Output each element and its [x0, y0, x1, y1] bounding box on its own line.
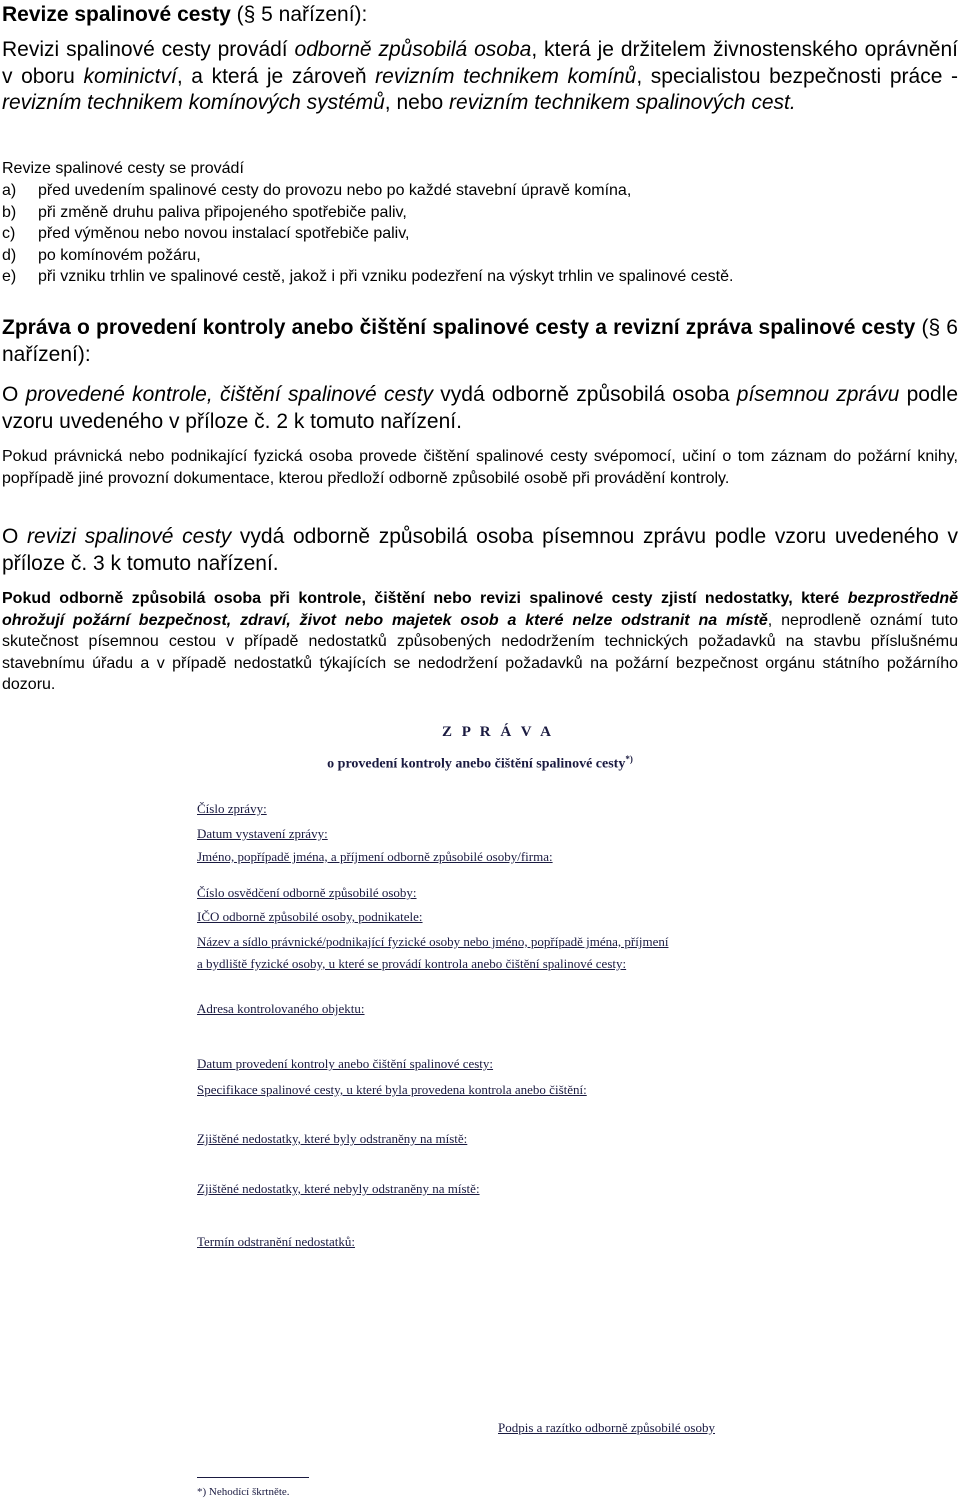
form-field-label: a bydliště fyzické osoby, u které se provádí kontrola anebo čištění spalinové cesty:	[197, 956, 627, 971]
list-marker: a)	[2, 182, 17, 199]
list-item-text: při vzniku trhlin ve spalinové cestě, jakož i při vzniku podezření na výskyt trhlin ve spalinové cestě.	[38, 268, 734, 285]
form-field-label: Termín odstranění nedostatků:	[197, 1234, 355, 1249]
nedostatky-paragraph	[2, 588, 958, 696]
list-item	[2, 245, 958, 267]
form-field-label: Číslo osvědčení odborně způsobilé osoby:	[197, 885, 417, 900]
revize-conditions-list	[2, 180, 958, 288]
text-run: vydá odborně způsobilá osoba	[433, 383, 737, 406]
revize-zprava-paragraph	[2, 524, 958, 577]
list-item-text: před výměnou nebo novou instalací spotřebiče paliv,	[38, 225, 410, 242]
form-field-label: Zjištěné nedostatky, které nebyly odstraněny na místě:	[197, 1181, 480, 1196]
text-run: O	[2, 525, 28, 548]
form-field-label: Datum provedení kontroly anebo čištění spalinové cesty:	[197, 1056, 494, 1071]
text-run: revizním technikem spalinových cest.	[449, 91, 796, 114]
text-run: , která je držitelem živnostenského oprávnění v oboru	[2, 38, 958, 88]
list-item	[2, 223, 958, 245]
list-item	[2, 180, 958, 202]
form-field-label: IČO odborně způsobilé osoby, podnikatele:	[197, 909, 423, 924]
text-run: Revizi spalinové cesty provádí	[2, 38, 295, 61]
form-title: Z P R Á V A	[441, 724, 555, 740]
list-marker: c)	[2, 225, 16, 242]
form-field-label: Datum vystavení zprávy:	[197, 826, 328, 841]
section-heading-zprava: Zpráva o provedení kontroly anebo čištění spalinové cesty a revizní zpráva spalinové cesty (§ 6 nařízení):	[2, 316, 958, 366]
kontrola-paragraph	[2, 382, 958, 435]
list-item	[2, 266, 958, 288]
form-field-label: Adresa kontrolovaného objektu:	[197, 1001, 365, 1016]
text-run: kominictví	[83, 64, 177, 88]
text-run: podle vzoru uvedeného v příloze č. 2 k tomuto nařízení.	[2, 383, 959, 433]
signature-label: Podpis a razítko odborně způsobilé osoby	[498, 1420, 715, 1435]
form-field-label: Název a sídlo právnické/podnikající fyzické osoby nebo jméno, popřípadě jména, příjmení	[197, 934, 669, 949]
text-run: revizním technikem komínů	[375, 64, 637, 88]
list-item	[2, 202, 958, 224]
revize-intro-paragraph	[2, 37, 958, 117]
text-run: O	[2, 383, 26, 406]
form-field-label: Číslo zprávy:	[197, 801, 267, 816]
text-run: Pokud odborně způsobilá osoba při kontrole, čištění nebo revizi spalinové cesty zjistí nedostatky, které	[2, 590, 848, 607]
text-run: odborně způsobilá osoba	[294, 38, 532, 61]
text-run: revizním technikem komínových systémů	[2, 91, 385, 114]
form-field-label: Jméno, popřípadě jména, a příjmení odborně způsobilé osoby/firma:	[197, 849, 553, 864]
text-run: , a která je zároveň	[176, 64, 376, 88]
form-subtitle: o provedení kontroly anebo čištění spalinové cesty*)	[327, 754, 633, 772]
list-marker: e)	[2, 268, 17, 285]
revize-list-intro: Revize spalinové cesty se provádí	[2, 160, 244, 177]
list-item-text: po komínovém požáru,	[38, 246, 201, 264]
text-run: , nebo	[384, 91, 450, 114]
list-marker: d)	[2, 246, 17, 264]
text-run: vydá odborně způsobilá osoba písemnou zprávu podle vzoru uvedeného v příloze č. 3 k tomuto nařízení.	[2, 525, 959, 575]
text-run: bezprostředně ohrožují požární bezpečnost, zdraví, život nebo majetek osob a které nelze odstranit na místě	[2, 590, 958, 629]
text-run: provedené kontrole, čištění spalinové cesty	[25, 383, 433, 406]
footnote: *) Nehodící škrtněte.	[197, 1486, 290, 1498]
text-run: revizi spalinové cesty	[27, 525, 232, 548]
list-marker: b)	[2, 203, 17, 221]
text-run: písemnou zprávu	[736, 383, 900, 406]
list-item-text: při změně druhu paliva připojeného spotřebiče paliv,	[38, 203, 407, 221]
footnote-divider	[197, 1477, 309, 1478]
form-field-label: Specifikace spalinové cesty, u které byla provedena kontrola anebo čištění:	[197, 1082, 587, 1097]
text-run: , specialistou bezpečnosti práce -	[636, 64, 958, 88]
svepomoc-paragraph: Pokud právnická nebo podnikající fyzická osoba provede čištění spalinové cesty svépomocí, učiní o tom záznam do požární knihy, popřípadě jiné provozní dokumentace, kterou předloží odborně způsobilé osobě při provádění kontroly.	[2, 448, 958, 487]
report-form-scan	[0, 720, 960, 1511]
form-field-label: Zjištěné nedostatky, které byly odstraněny na místě:	[197, 1131, 468, 1146]
section-heading-revize: Revize spalinové cesty (§ 5 nařízení):	[2, 3, 368, 26]
list-item-text: před uvedením spalinové cesty do provozu nebo po každé stavební úpravě komína,	[38, 182, 632, 199]
text-run: , neprodleně oznámí tuto skutečnost písemnou cestou v případě nedostatků způsobených nedodržením technických požadavků na stavbu příslušnému stavebnímu úřadu a v případě nedostatků týkajících se nedodržení požadavků na požární bezpečnost orgánu státního požárního dozoru.	[2, 611, 959, 693]
